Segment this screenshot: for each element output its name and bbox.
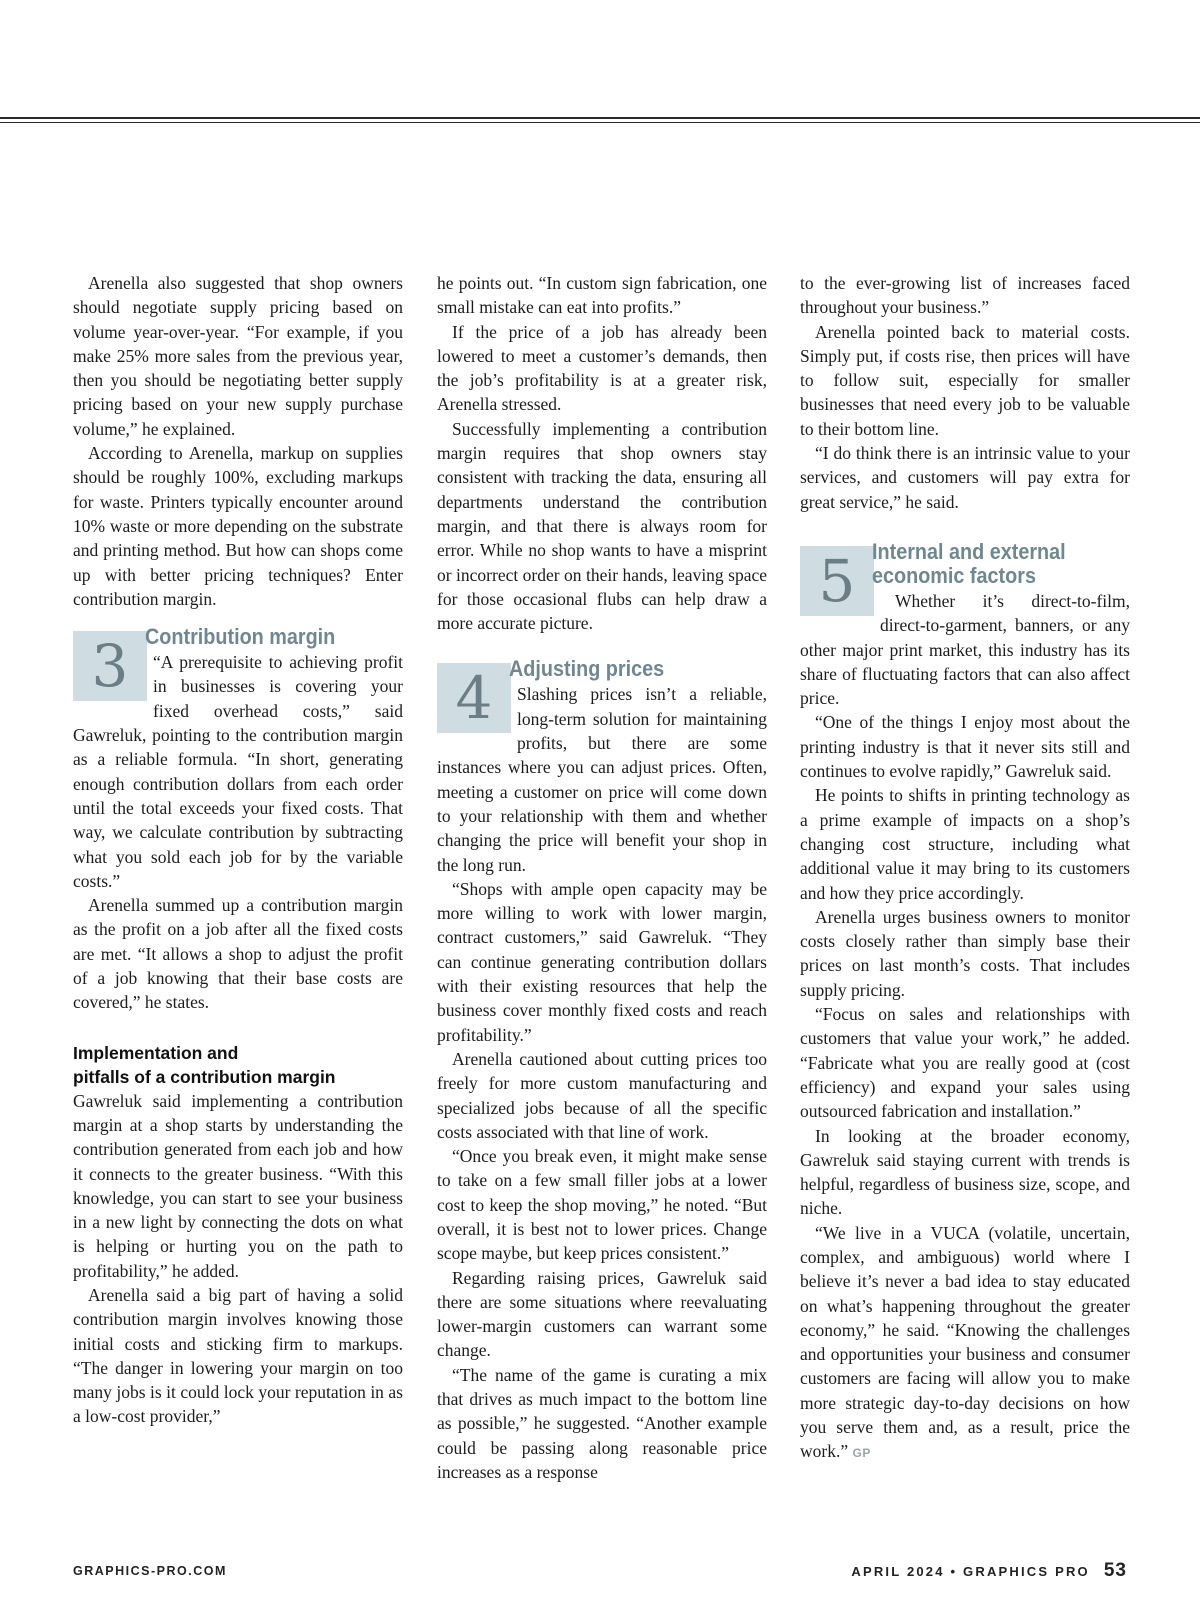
section-4 [437, 657, 767, 1484]
paragraph: “Once you break even, it might make sense to take on a few small filler jobs at a lower cost to keep the shop moving,” he noted. “But overall, it is best not to lower prices. Change scope maybe, but keep prices consistent.” [437, 1146, 767, 1264]
section-5 [800, 540, 1130, 1466]
paragraph: Slashing prices isn’t a reliable, long-term solution for maintaining profits, but there are some instances where you can adjust prices. Often, meeting a customer on price will come down to your relationship with them and whether changing the price will benefit your shop in the long run. [437, 684, 767, 875]
section-title [800, 540, 1097, 588]
paragraph: Arenella also suggested that shop owners should negotiate supply pricing based on volume year-over-year. “For example, if you make 25% more sales from the previous year, then you should be negotiating better supply pricing based on your new supply purchase volume,” he explained. [73, 273, 403, 439]
section-title-line: economic factors [872, 562, 1036, 588]
paragraph: Arenella said a big part of having a solid contribution margin involves knowing those initial costs and sticking firm to markups. “The danger in lowering your margin on too many jobs is it could lock your reputation in as a low-cost provider,” [73, 1284, 403, 1427]
paragraph: Regarding raising prices, Gawreluk said there are some situations where reevaluating lower-margin customers can warrant some change. [437, 1267, 767, 1361]
page-number: 53 [1103, 1560, 1127, 1581]
paragraph: In looking at the broader economy, Gawreluk said staying current with trends is helpful, regardless of business size, scope, and niche. [800, 1125, 1130, 1219]
paragraph: Successfully implementing a contribution margin requires that shop owners stay consistent with tracking the data, ensuring all departments understand the contribution margin, and that there is always room for error. While no shop wants to have a misprint or incorrect order on their hands, leaving space for those occasional flubs can help draw a more accurate picture. [437, 418, 767, 634]
header-rule-thin [0, 122, 1200, 123]
section-title: Contribution margin [145, 624, 336, 650]
footer-issue-label: APRIL 2024 • GRAPHICS PRO [851, 1564, 1090, 1579]
paragraph: Arenella cautioned about cutting prices too freely for more custom manufacturing and specialized jobs because of all the specific costs associated with that line of work. [437, 1048, 767, 1142]
section-title: Adjusting prices [509, 656, 665, 682]
section-number-badge: 5 [800, 546, 874, 616]
section-title-line: Internal and external [872, 538, 1066, 564]
subheading [73, 1041, 403, 1089]
section-number-badge: 4 [437, 663, 511, 733]
end-mark: GP [852, 1446, 871, 1461]
paragraph: “One of the things I enjoy most about the printing industry is that it never sits still and continues to evolve rapidly,” Gawreluk said. [800, 712, 1130, 782]
paragraph [800, 1221, 1130, 1466]
article-column-1 [73, 271, 403, 1429]
subheading-line: Implementation and [73, 1042, 239, 1063]
paragraph: “A prerequisite to achieving profit in businesses is covering your fixed overhead costs,” said Gawreluk, pointing to the contribution margin as a reliable formula. “In short, generating enough contribution dollars from each order until the total exceeds your fixed costs. That way, we calculate contribution by subtracting what you sold each job for by the variable costs.” [73, 652, 403, 891]
paragraph: Gawreluk said implementing a contribution margin at a shop starts by understanding the contribution generated from each job and how it connects to the greater business. “With this knowledge, you can start to see your business in a new light by connecting the dots on what is helping or hurting you on the path to profitability,” he added. [73, 1090, 403, 1281]
header-rule [0, 117, 1200, 119]
paragraph: “The name of the game is curating a mix that drives as much impact to the bottom line as possible,” he suggested. “Another example could be passing along reasonable price increases as a response [437, 1364, 767, 1482]
paragraph: He points to shifts in printing technology as a prime example of impacts on a shop’s changing cost structure, including what additional value it may bring to its customers and how they price accordingly. [800, 785, 1130, 903]
paragraph: “I do think there is an intrinsic value to your services, and customers will pay extra for great service,” he said. [800, 443, 1130, 512]
subheading-line: pitfalls of a contribution margin [73, 1066, 336, 1087]
section-3 [73, 625, 403, 1014]
paragraph: According to Arenella, markup on supplies should be roughly 100%, excluding markups for waste. Printers typically encounter around 10% waste or more depending on the substrate and printing method. But how can shops come up with better pricing techniques? Enter contribution margin. [73, 443, 403, 609]
paragraph: Arenella pointed back to material costs. Simply put, if costs rise, then prices will have to follow suit, especially for smaller businesses that need every job to be valuable to their bottom line. [800, 321, 1130, 439]
footer-issue [851, 1560, 1127, 1582]
footer-website: GRAPHICS-PRO.COM [73, 1564, 227, 1578]
paragraph: Arenella summed up a contribution margin as the profit on a job after all the fixed costs are met. “It allows a shop to adjust the profit of a job knowing that their base costs are covered,” he states. [73, 895, 403, 1013]
paragraph: to the ever-growing list of increases faced throughout your business.” [800, 273, 1130, 318]
paragraph-text: “We live in a VUCA (volatile, uncertain, complex, and ambiguous) world where I believe it’s never a bad idea to stay educated on what’s happening throughout the greater economy,” he said. “Knowing the challenges and opportunities your business and consumer customers are facing will allow you to make more strategic day-to-day decisions on how you serve them and, as a result, price the work.” [800, 1222, 1130, 1462]
paragraph: If the price of a job has already been lowered to meet a customer’s demands, then the job’s profitability is at a greater risk, Arenella stressed. [437, 321, 767, 415]
section-number-badge: 3 [73, 631, 147, 701]
paragraph: he points out. “In custom sign fabrication, one small mistake can eat into profits.” [437, 273, 767, 318]
paragraph: “Shops with ample open capacity may be more willing to work with lower margin, contract customers,” said Gawreluk. “They can continue generating contribution dollars with their existing resources that help the business cover monthly fixed costs and reach profitability.” [437, 878, 767, 1045]
paragraph: “Focus on sales and relationships with customers that value your work,” he added. “Fabricate what you are really good at (cost efficiency) and expand your sales using outsourced fabrication and installation.” [800, 1004, 1130, 1122]
paragraph: Whether it’s direct-to-film, direct-to-garment, banners, or any other major print market, this industry has its share of fluctuating factors that can also affect price. [800, 590, 1130, 709]
article-column-3 [800, 271, 1130, 1466]
paragraph: Arenella urges business owners to monitor costs closely rather than simply base their prices on last month’s costs. That includes supply pricing. [800, 906, 1130, 1000]
article-column-2 [437, 271, 767, 1484]
